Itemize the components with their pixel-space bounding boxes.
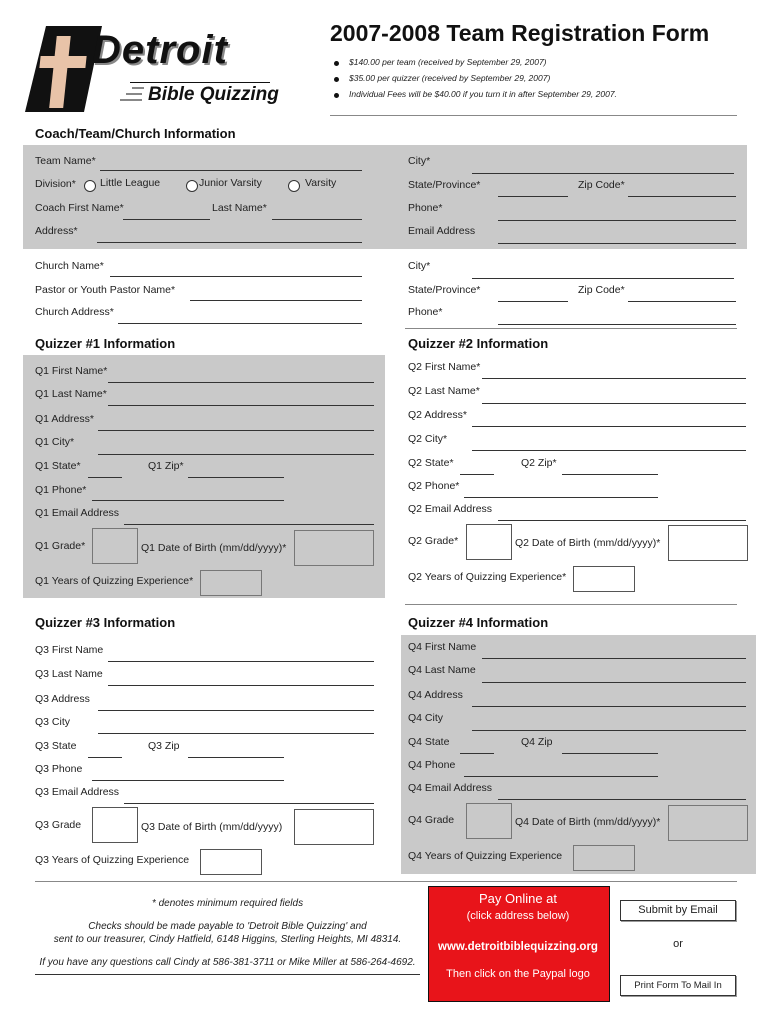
coach-phone-label: Phone*: [408, 202, 443, 214]
church-phone-label: Phone*: [408, 306, 443, 318]
bullet-icon: [334, 93, 339, 98]
coach-section-bg: [23, 145, 747, 249]
q4-dob-field[interactable]: [668, 805, 748, 841]
church-city-field[interactable]: [472, 278, 734, 279]
q4-last-label: Q4 Last Name: [408, 664, 476, 676]
q4-zip-label: Q4 Zip: [521, 736, 553, 748]
church-state-field[interactable]: [498, 301, 568, 302]
team-name-field[interactable]: [100, 170, 362, 171]
q1-first-field[interactable]: [108, 382, 374, 383]
q1-city-field[interactable]: [98, 454, 374, 455]
coach-email-field[interactable]: [498, 243, 736, 244]
q2-dob-field[interactable]: [668, 525, 748, 561]
fee-team: $140.00 per team (received by September 29, 2007): [349, 57, 547, 67]
section-q1-heading: Quizzer #1 Information: [35, 336, 176, 351]
q3-address-field[interactable]: [98, 710, 374, 711]
church-name-label: Church Name*: [35, 260, 104, 272]
coach-city-field[interactable]: [472, 173, 734, 174]
q3-email-field[interactable]: [124, 803, 374, 804]
q1-address-field[interactable]: [98, 430, 374, 431]
q2-state-label: Q2 State*: [408, 457, 454, 469]
q3-phone-field[interactable]: [92, 780, 284, 781]
divider: [35, 881, 737, 882]
q2-email-field[interactable]: [498, 520, 746, 521]
q2-city-label: Q2 City*: [408, 433, 448, 445]
q3-state-label: Q3 State: [35, 740, 77, 752]
checks-line-2: sent to our treasurer, Cindy Hatfield, 6148 Higgins, Sterling Heights, MI 48314.: [53, 934, 402, 945]
radio-little-league[interactable]: [84, 180, 96, 192]
divider: [405, 604, 737, 605]
option-varsity: Varsity: [305, 177, 337, 189]
q4-city-field[interactable]: [472, 730, 746, 731]
church-zip-label: Zip Code*: [578, 284, 625, 296]
q2-grade-label: Q2 Grade*: [408, 535, 459, 547]
division-label: Division*: [35, 178, 76, 190]
q1-last-field[interactable]: [108, 405, 374, 406]
q1-last-label: Q1 Last Name*: [35, 388, 107, 400]
q2-email-label: Q2 Email Address: [408, 503, 493, 515]
q4-address-field[interactable]: [472, 706, 746, 707]
fee-late: Individual Fees will be $40.00 if you turn it in after September 29, 2007.: [349, 89, 617, 99]
bullet-icon: [334, 61, 339, 66]
q3-dob-label: Q3 Date of Birth (mm/dd/yyyy): [141, 821, 283, 833]
divider: [330, 115, 737, 116]
coach-email-label: Email Address: [408, 225, 476, 237]
coach-last-label: Last Name*: [212, 202, 267, 214]
church-phone-field[interactable]: [498, 324, 736, 325]
q3-years-label: Q3 Years of Quizzing Experience: [35, 854, 190, 866]
q1-grade-label: Q1 Grade*: [35, 540, 86, 552]
checks-line-1: Checks should be made payable to 'Detroit Bible Quizzing' and: [88, 921, 367, 932]
q4-last-field[interactable]: [482, 682, 746, 683]
section-q4-heading: Quizzer #4 Information: [408, 615, 549, 630]
church-city-label: City*: [408, 260, 431, 272]
q1-years-field[interactable]: [200, 570, 262, 596]
q2-phone-field[interactable]: [464, 497, 658, 498]
q3-last-label: Q3 Last Name: [35, 668, 103, 680]
q4-state-field[interactable]: [460, 753, 494, 754]
q4-address-label: Q4 Address: [408, 689, 463, 701]
pay-online-instruction: Then click on the Paypal logo: [446, 968, 590, 980]
q4-grade-label: Q4 Grade: [408, 814, 455, 826]
q4-years-label: Q4 Years of Quizzing Experience: [408, 850, 563, 862]
coach-phone-field[interactable]: [498, 220, 736, 221]
q3-phone-label: Q3 Phone: [35, 763, 83, 775]
q3-zip-label: Q3 Zip: [148, 740, 180, 752]
q2-first-label: Q2 First Name*: [408, 361, 481, 373]
logo-name: Detroit: [92, 28, 228, 72]
q1-address-label: Q1 Address*: [35, 413, 94, 425]
q4-first-label: Q4 First Name: [408, 641, 477, 653]
bullet-icon: [334, 77, 339, 82]
questions-note: If you have any questions call Cindy at 586-381-3711 or Mike Miller at 586-264-4692.: [39, 957, 416, 968]
q2-years-field[interactable]: [573, 566, 635, 592]
q4-first-field[interactable]: [482, 658, 746, 659]
church-address-field[interactable]: [118, 323, 362, 324]
coach-last-field[interactable]: [272, 219, 362, 220]
q2-address-field[interactable]: [472, 426, 746, 427]
q2-last-label: Q2 Last Name*: [408, 385, 480, 397]
q1-state-label: Q1 State*: [35, 460, 81, 472]
q3-zip-field[interactable]: [188, 757, 284, 758]
required-note: * denotes minimum required fields: [151, 898, 304, 909]
logo-rule: [130, 82, 270, 83]
q1-dob-field[interactable]: [294, 530, 374, 566]
church-address-label: Church Address*: [35, 306, 114, 318]
q4-email-field[interactable]: [498, 799, 746, 800]
q1-state-field[interactable]: [88, 477, 122, 478]
q4-state-label: Q4 State: [408, 736, 450, 748]
q2-years-label: Q2 Years of Quizzing Experience*: [408, 571, 567, 583]
q3-address-label: Q3 Address: [35, 693, 90, 705]
logo-subtitle: Bible Quizzing: [148, 84, 279, 105]
coach-first-field[interactable]: [123, 219, 210, 220]
q2-address-label: Q2 Address*: [408, 409, 467, 421]
q1-zip-label: Q1 Zip*: [148, 460, 184, 472]
q3-first-field[interactable]: [108, 661, 374, 662]
q1-dob-label: Q1 Date of Birth (mm/dd/yyyy)*: [141, 542, 287, 554]
q1-first-label: Q1 First Name*: [35, 365, 108, 377]
coach-state-label: State/Province*: [408, 179, 481, 191]
q2-zip-label: Q2 Zip*: [521, 457, 557, 469]
coach-zip-label: Zip Code*: [578, 179, 625, 191]
option-junior-varsity: Junior Varsity: [199, 177, 262, 189]
q1-grade-field[interactable]: [92, 528, 138, 564]
q2-phone-label: Q2 Phone*: [408, 480, 460, 492]
q3-email-label: Q3 Email Address: [35, 786, 120, 798]
q4-phone-label: Q4 Phone: [408, 759, 456, 771]
footer-rule: [35, 974, 420, 975]
fee-quizzer: $35.00 per quizzer (received by September 29, 2007): [349, 73, 551, 83]
q3-city-field[interactable]: [98, 733, 374, 734]
q1-phone-field[interactable]: [92, 500, 284, 501]
submit-email-button[interactable]: Submit by Email: [620, 900, 736, 921]
section-q2-heading: Quizzer #2 Information: [408, 336, 549, 351]
or-label: or: [673, 938, 683, 950]
q3-grade-label: Q3 Grade: [35, 819, 82, 831]
q3-state-field[interactable]: [88, 757, 122, 758]
q3-years-field[interactable]: [200, 849, 262, 875]
section-coach-heading: Coach/Team/Church Information: [35, 126, 236, 141]
q4-years-field[interactable]: [573, 845, 635, 871]
q4-city-label: Q4 City: [408, 712, 444, 724]
q2-city-field[interactable]: [472, 450, 746, 451]
q3-last-field[interactable]: [108, 685, 374, 686]
radio-varsity[interactable]: [288, 180, 300, 192]
coach-address-label: Address*: [35, 225, 78, 237]
q2-first-field[interactable]: [482, 378, 746, 379]
option-little-league: Little League: [100, 177, 161, 189]
print-form-button[interactable]: Print Form To Mail In: [620, 975, 736, 996]
q1-email-label: Q1 Email Address: [35, 507, 120, 519]
church-zip-field[interactable]: [628, 301, 736, 302]
q1-city-label: Q1 City*: [35, 436, 75, 448]
q1-years-label: Q1 Years of Quizzing Experience*: [35, 575, 194, 587]
radio-junior-varsity[interactable]: [186, 180, 198, 192]
q3-dob-field[interactable]: [294, 809, 374, 845]
pay-online-title: Pay Online at: [478, 891, 558, 906]
q2-zip-field[interactable]: [562, 474, 658, 475]
pay-online-link[interactable]: www.detroitbiblequizzing.org: [438, 941, 598, 953]
pay-online-sub: (click address below): [466, 910, 570, 922]
q2-state-field[interactable]: [460, 474, 494, 475]
q4-zip-field[interactable]: [562, 753, 658, 754]
section-q3-heading: Quizzer #3 Information: [35, 615, 176, 630]
q4-grade-field[interactable]: [466, 803, 512, 839]
q4-phone-field[interactable]: [464, 776, 658, 777]
divider: [405, 328, 737, 329]
q1-phone-label: Q1 Phone*: [35, 484, 87, 496]
pastor-label: Pastor or Youth Pastor Name*: [35, 284, 176, 296]
q3-city-label: Q3 City: [35, 716, 71, 728]
coach-state-field[interactable]: [498, 196, 568, 197]
q2-grade-field[interactable]: [466, 524, 512, 560]
church-name-field[interactable]: [110, 276, 362, 277]
q3-first-label: Q3 First Name: [35, 644, 104, 656]
page-title: 2007-2008 Team Registration Form: [330, 20, 710, 46]
q4-email-label: Q4 Email Address: [408, 782, 493, 794]
q4-dob-label: Q4 Date of Birth (mm/dd/yyyy)*: [515, 816, 661, 828]
q1-email-field[interactable]: [124, 524, 374, 525]
q2-dob-label: Q2 Date of Birth (mm/dd/yyyy)*: [515, 537, 661, 549]
coach-first-label: Coach First Name*: [35, 202, 124, 214]
coach-city-label: City*: [408, 155, 431, 167]
q3-grade-field[interactable]: [92, 807, 138, 843]
pastor-field[interactable]: [190, 300, 362, 301]
coach-address-field[interactable]: [97, 242, 362, 243]
q2-last-field[interactable]: [482, 403, 746, 404]
q1-zip-field[interactable]: [188, 477, 284, 478]
church-state-label: State/Province*: [408, 284, 481, 296]
team-name-label: Team Name*: [35, 155, 96, 167]
coach-zip-field[interactable]: [628, 196, 736, 197]
